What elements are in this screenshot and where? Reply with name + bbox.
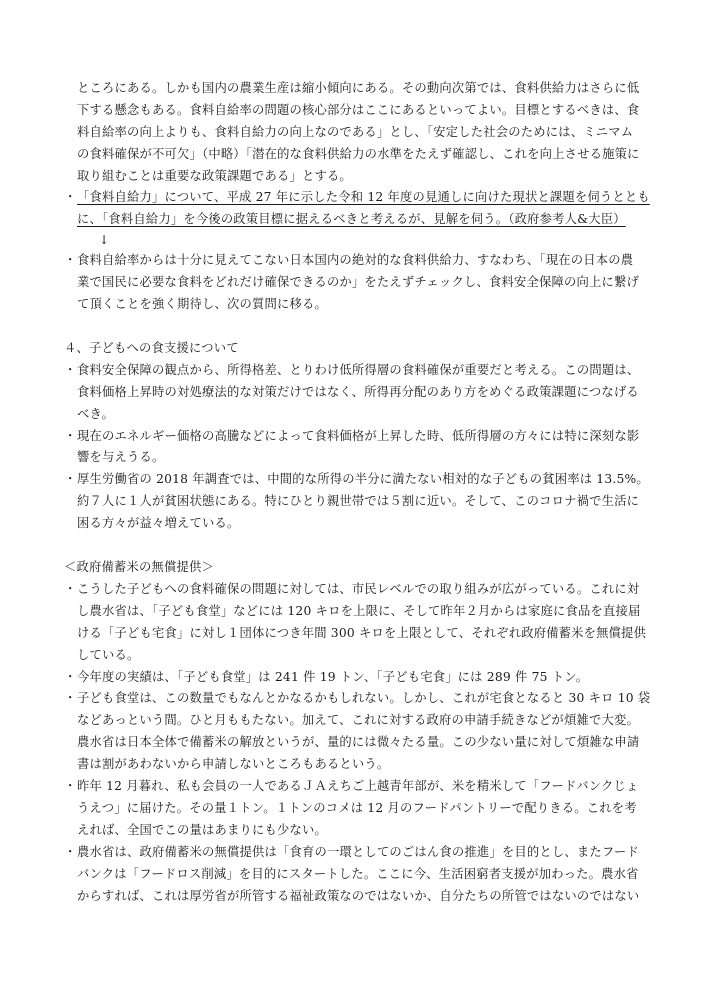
text-line: 農水省は、政府備蓄米の無償提供は「食育の一環としてのごはん食の推進」を目的とし、またフード (77, 844, 639, 859)
text-line: 今年度の実績は、「子ども食堂」は 241 件 19 トン、「子ども宅食」には 289 件 75 トン。 (77, 669, 589, 684)
text-line: 困る方々が益々増えている。 (77, 516, 240, 531)
text-line: 食料価格上昇時の対処療法的な対策だけではなく、所得再分配のあり方をめぐる政策課題につなげる (77, 384, 639, 399)
list-item (64, 842, 648, 908)
section-heading: ４、子どもへの食支援について (64, 340, 239, 355)
text-line: 農水省は日本全体で備蓄米の解放というが、量的には微々たる量。この少ない量に対して煩雑な申請 (77, 735, 640, 750)
question-text: に、「食料自給力」を今後の政策目標に据えるべきと考えるが、見解を伺う。（政府参考人&大臣） (77, 212, 626, 227)
question-line (77, 209, 648, 231)
text-line: 響を与えうる。 (77, 450, 165, 465)
spacer (64, 316, 648, 338)
text-line: うえつ」に届けた。その量１トン。１トンのコメは 12 月のフードパントリーで配りきる。これを考 (77, 800, 637, 815)
list-item (64, 579, 648, 667)
bullet-mark: ・ (64, 362, 77, 377)
text-line: などあっという間。ひと月ももたない。加えて、これに対する政府の申請手続きなどが煩雑で大変。 (77, 713, 639, 728)
intro-paragraph (64, 78, 648, 187)
bullet-mark: ・ (64, 691, 77, 706)
text-line: 料自給率の向上よりも、食料自給力の向上なのである」とし、「安定した社会のためには、ミニマム (77, 124, 634, 139)
subsection-heading: ＜政府備蓄米の無償提供＞ (64, 560, 214, 575)
text-line: 書は割があわないから申請しないところもあるという。 (77, 757, 390, 772)
text-line: バンクは「フードロス削減」を目的にスタートした。ここに今、生活困窮者支援が加わった。農水省 (77, 866, 639, 881)
text-line: ける「子ども宅食」に対し１団体につき年間 300 キロを上限として、それぞれ政府備蓄米を無償提供 (77, 625, 647, 640)
bullet-mark: ・ (64, 844, 77, 859)
list-item (64, 469, 648, 535)
text-line: 食料自給率からは十分に見えてこない日本国内の絶対的な食料供給力、すなわち、「現在の日本の農 (77, 253, 634, 268)
bullet-mark: ・ (64, 779, 77, 794)
text-line: 昨年 12 月暮れ、私も会員の一人であるＪＡえちご上越青年部が、米を精米して「フードバンクじょ (77, 779, 639, 794)
text-line: べき。 (77, 406, 114, 421)
list-item (64, 776, 648, 842)
text-line: 食料安全保障の観点から、所得格差、とりわけ低所得層の食料確保が重要だと考える。この問題は、 (77, 362, 640, 377)
bullet-mark: ・ (64, 669, 77, 684)
list-item (64, 667, 648, 689)
bullet-mark: ・ (64, 428, 77, 443)
text-line: 約７人に１人が貧困状態にある。特にひとり親世帯では５割に近い。そして、このコロナ禍で生活に (77, 494, 640, 509)
text-line: からすれば、これは厚労省が所管する福祉政策なのではないか、自分たちの所管ではないのではない (77, 888, 640, 903)
question-item (64, 187, 648, 231)
list-item (64, 688, 651, 776)
question-text: 「食料自給力」について、平成 27 年に示した令和 12 年度の見通しに向けた現状と課題を伺うととも (77, 190, 650, 205)
text-line: こうした子どもへの食料確保の問題に対しては、市民レベルでの取り組みが広がっている。これに対 (77, 582, 640, 597)
bullet-mark: ・ (64, 472, 77, 487)
text-line: て頂くことを強く期待し、次の質問に移る。 (77, 297, 327, 312)
document-body (64, 78, 651, 907)
text-line: 子ども食堂は、この数量でもなんとかなるかもしれない。しかし、これが宅食となると 30 キロ 10 袋 (77, 691, 651, 706)
down-arrow-icon: ↓ (99, 233, 110, 248)
text-line: の食料確保が不可欠」（中略）「潜在的な食料供給力の水準をたえず確認し、これを向上させる施策に (77, 146, 640, 161)
text-line: している。 (77, 647, 140, 662)
text-line: ところにある。しかも国内の農業生産は縮小傾向にある。その動向次第では、食料供給力はさらに低 (77, 81, 640, 95)
spacer (64, 535, 648, 557)
text-line: し農水省は、「子ども食堂」などには 120 キロを上限に、そして昨年２月からは家庭に食品を直接届 (77, 603, 641, 618)
bullet-mark: ・ (64, 582, 77, 597)
text-line: えれば、全国でこの量はあまりにも少ない。 (77, 822, 327, 837)
text-line: 業で国民に必要な食料をどれだけ確保できるのか」をたえずチェックし、食料安全保障の向上に繋げ (77, 275, 639, 290)
text-line: 取り組むことは重要な政策課題である」とする。 (77, 168, 352, 183)
bullet-mark: ・ (64, 253, 77, 268)
followup-item (64, 250, 648, 316)
question-line (77, 187, 648, 209)
list-item (64, 426, 648, 470)
bullet-mark: ・ (64, 190, 77, 205)
list-item (64, 360, 648, 426)
text-line: 現在のエネルギー価格の高騰などによって食料価格が上昇した時、低所得層の方々には特に深刻な影 (77, 428, 640, 443)
text-line: 厚生労働省の 2018 年調査では、中間的な所得の半分に満たない相対的な子どもの貧困率は 13.5%。 (77, 472, 649, 487)
text-line: 下する懸念もある。食料自給率の問題の核心部分はここにあるといってよい。目標とするべきは、食 (77, 102, 640, 117)
